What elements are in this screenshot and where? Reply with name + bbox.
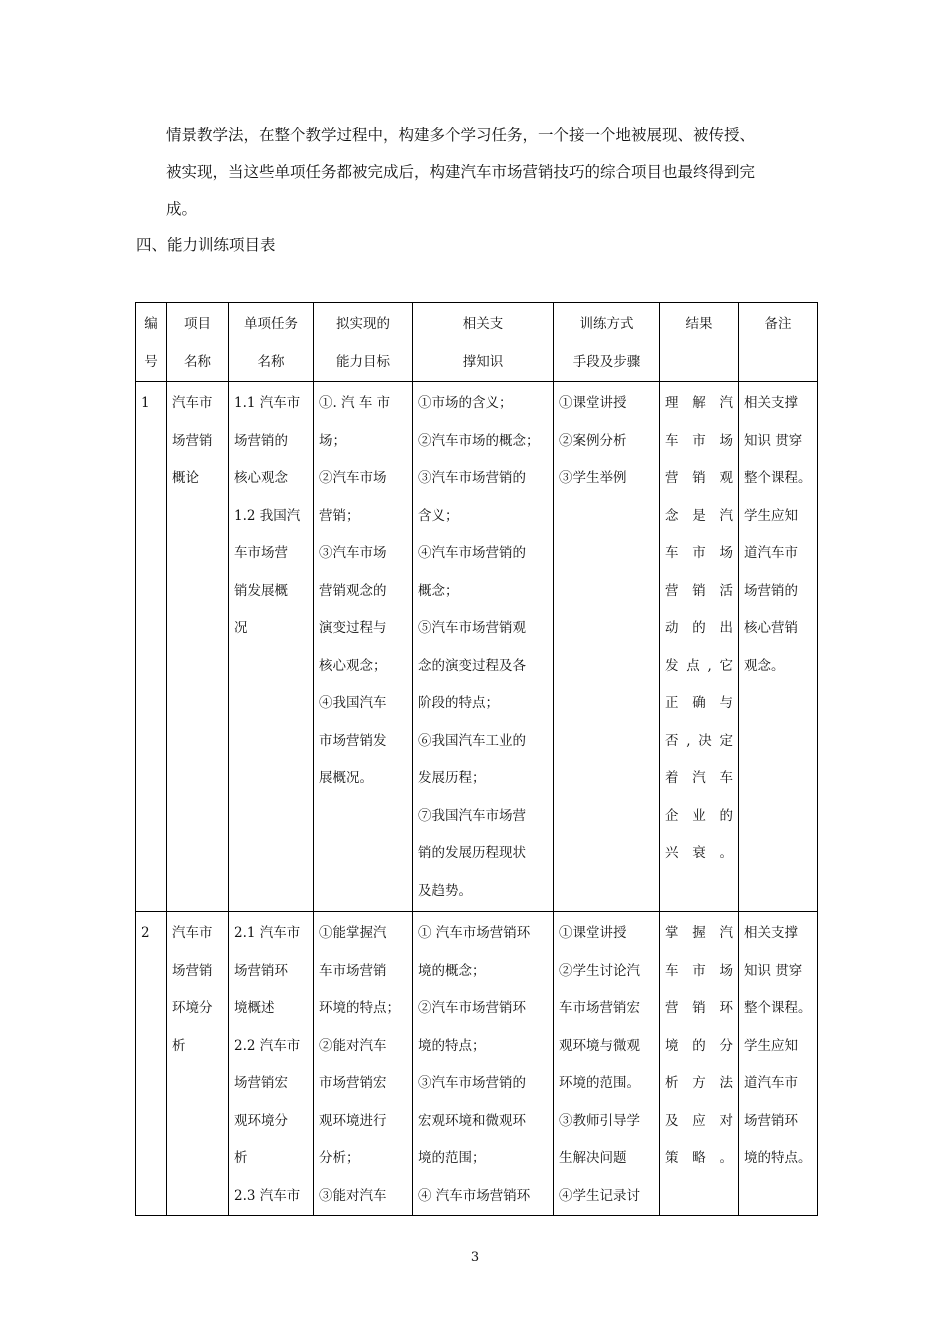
cell-text-line: ①市场的含义；: [418, 395, 513, 411]
cell-text-line: ③汽车市场: [319, 545, 387, 561]
cell-text-line: 展概况。: [319, 770, 373, 786]
cell-text-line: 场营销的: [744, 582, 798, 599]
header-text: 名称: [184, 353, 211, 370]
intro-line-2: 被实现，当这些单项任务都被完成后，构建汽车市场营销技巧的综合项目也最终得到完: [166, 163, 756, 181]
cell-text-line: 汽车市: [172, 925, 213, 941]
cell-text-line: 环境分: [172, 1000, 213, 1016]
cell-text-line: 整个课程。: [744, 470, 812, 486]
cell-text-line: 生解决问题: [559, 1150, 627, 1166]
cell-ability-goal: [314, 912, 413, 1216]
cell-remarks: [739, 382, 818, 912]
cell-text-line: 境的分: [665, 1037, 733, 1054]
cell-knowledge: [413, 382, 554, 912]
cell-text-line: 境的范围；: [418, 1150, 486, 1166]
cell-text-line: ⑤汽车市场营销观: [418, 620, 526, 636]
cell-text-line: 发展历程；: [418, 770, 486, 786]
cell-text-line: 动的出: [665, 620, 733, 636]
cell-text-line: 含义；: [418, 507, 459, 524]
cell-text-line: 演变过程与: [319, 620, 387, 636]
cell-text-line: 核心营销: [744, 620, 798, 636]
cell-text-line: 场营销宏: [234, 1075, 288, 1091]
cell-text-line: ②汽车市场的概念；: [418, 432, 540, 449]
cell-text-line: 知识 贯穿: [744, 432, 803, 449]
table-header-row: [136, 303, 818, 382]
cell-text-line: 场；: [319, 432, 346, 449]
cell-text-line: 2.3 汽车市: [234, 1187, 301, 1204]
cell-text-line: 观念。: [744, 657, 785, 674]
cell-text-line: 场营销环: [234, 962, 288, 979]
cell-number: [136, 382, 167, 912]
cell-text-line: ⑦我国汽车市场营: [418, 807, 526, 824]
header-text: 名称: [257, 353, 285, 370]
cell-text-line: 车市场营销: [319, 962, 387, 979]
header-text: 能力目标: [336, 353, 390, 370]
cell-text-line: ①课堂讲授: [559, 925, 627, 941]
cell-number: [136, 912, 167, 1216]
cell-text-line: 整个课程。: [744, 1000, 812, 1016]
cell-text-line: 汽车市: [172, 395, 213, 411]
header-ability-goal: [314, 303, 413, 382]
cell-ability-goal: [314, 382, 413, 912]
cell-text-line: 环境的范围。: [559, 1075, 640, 1091]
cell-text-line: 况: [234, 620, 248, 636]
cell-text-line: 营销环: [665, 1000, 733, 1016]
cell-text-line: 概念；: [418, 582, 459, 599]
cell-text-line: 阶段的特点；: [418, 695, 499, 711]
cell-text-line: ④我国汽车: [319, 695, 387, 711]
cell-text-line: 市场营销发: [319, 732, 387, 749]
cell-text-line: 车市场: [665, 962, 733, 979]
cell-text-line: 车市场营销宏: [559, 1000, 640, 1016]
cell-text-line: 兴衰。: [665, 845, 733, 861]
cell-text-line: 营销观: [665, 470, 733, 486]
header-project-name: [167, 303, 229, 382]
cell-text-line: 境的特点。: [744, 1150, 812, 1166]
cell-text-line: ①能掌握汽: [319, 925, 387, 941]
cell-text-line: ①. 汽 车 市: [319, 395, 391, 411]
cell-text-line: ④ 汽车市场营销环: [418, 1187, 531, 1204]
cell-text-line: 核心观念；: [319, 657, 387, 674]
cell-text-line: 相关支撑: [744, 395, 798, 411]
cell-text-line: 及趋势。: [418, 882, 472, 899]
header-text: 手段及步骤: [572, 353, 641, 370]
cell-text-line: 境的特点；: [418, 1037, 486, 1054]
header-task-name: [229, 303, 314, 382]
cell-text-line: 掌握汽: [665, 925, 733, 941]
cell-text-line: 场营销的: [234, 432, 288, 449]
cell-text-line: 及应对: [665, 1112, 733, 1129]
intro-line-3: 成。: [166, 200, 198, 218]
cell-text-line: 理解汽: [665, 395, 733, 411]
cell-text-line: 概论: [172, 470, 199, 486]
cell-text-line: 环境的特点；: [319, 1000, 400, 1016]
cell-text-line: ③汽车市场营销的: [418, 1075, 526, 1091]
cell-text-line: 车市场: [665, 545, 733, 561]
cell-text-line: ④学生记录讨: [559, 1187, 640, 1204]
cell-result: [660, 382, 739, 912]
cell-text-line: 车市场: [665, 432, 733, 449]
cell-text-line: 营销活: [665, 582, 733, 599]
cell-text-line: 观环境进行: [319, 1112, 387, 1129]
page-number: 3: [470, 1250, 480, 1265]
cell-task-name: [229, 382, 314, 912]
cell-text-line: 着汽车: [665, 770, 733, 786]
cell-text-line: 念的演变过程及各: [418, 657, 526, 674]
cell-text-line: 观环境分: [234, 1112, 288, 1129]
cell-text-line: ①课堂讲授: [559, 395, 627, 411]
header-text: 单项任务: [244, 316, 298, 332]
cell-text-line: ⑥我国汽车工业的: [418, 732, 526, 749]
cell-text-line: 学生应知: [744, 1037, 798, 1054]
cell-text-line: ④汽车市场营销的: [418, 545, 526, 561]
cell-knowledge: [413, 912, 554, 1216]
cell-project-name: [167, 382, 229, 912]
cell-text-line: 核心观念: [234, 470, 288, 486]
cell-text-line: 析: [234, 1150, 248, 1166]
header-text: 号: [144, 353, 158, 370]
section-heading: 四、能力训练项目表: [136, 236, 276, 254]
header-knowledge: [413, 303, 554, 382]
cell-text-line: 2.1 汽车市: [234, 925, 301, 941]
header-text: 训练方式: [579, 316, 634, 332]
cell-text-line: 观环境与微观: [559, 1037, 640, 1054]
cell-text-line: ②汽车市场: [319, 470, 387, 486]
header-text: 项目: [184, 316, 211, 332]
cell-text-line: 市场营销宏: [319, 1075, 387, 1091]
cell-text-line: 否,决定: [665, 732, 733, 749]
intro-line-1: 情景教学法，在整个教学过程中，构建多个学习任务，一个接一个地被展现、被传授、: [166, 126, 756, 144]
cell-text-line: 策略。: [665, 1150, 733, 1166]
cell-text-line: 场营销环: [744, 1112, 798, 1129]
cell-text-line: ③能对汽车: [319, 1187, 387, 1204]
cell-text-line: 道汽车市: [744, 545, 798, 561]
table-row: [136, 382, 818, 912]
cell-text-line: 1: [141, 395, 150, 411]
table-row: [136, 912, 818, 1216]
cell-text-line: 知识 贯穿: [744, 962, 803, 979]
cell-remarks: [739, 912, 818, 1216]
training-project-table: [135, 302, 818, 1216]
cell-text-line: 正确与: [665, 695, 733, 711]
cell-text-line: ③汽车市场营销的: [418, 470, 526, 486]
header-text: 编: [144, 316, 158, 332]
header-remarks: [739, 303, 818, 382]
cell-text-line: 1.1 汽车市: [234, 395, 301, 411]
cell-text-line: 2.2 汽车市: [234, 1037, 301, 1054]
cell-text-line: 宏观环境和微观环: [418, 1112, 526, 1129]
cell-text-line: 2: [141, 925, 150, 941]
cell-text-line: 销发展概: [234, 582, 288, 599]
cell-task-name: [229, 912, 314, 1216]
header-result: [660, 303, 739, 382]
cell-training-method: [554, 382, 660, 912]
cell-text-line: 念是汽: [665, 507, 733, 524]
cell-project-name: [167, 912, 229, 1216]
cell-text-line: ③教师引导学: [559, 1112, 640, 1129]
cell-text-line: 场营销: [172, 962, 213, 979]
cell-text-line: 学生应知: [744, 507, 798, 524]
cell-text-line: 分析；: [319, 1150, 360, 1166]
cell-text-line: ③学生举例: [559, 470, 627, 486]
cell-text-line: 销的发展历程现状: [418, 845, 526, 861]
header-text: 拟实现的: [336, 316, 390, 332]
cell-text-line: 1.2 我国汽: [234, 507, 301, 524]
cell-text-line: ②能对汽车: [319, 1037, 387, 1054]
cell-training-method: [554, 912, 660, 1216]
cell-text-line: 道汽车市: [744, 1075, 798, 1091]
header-number: [136, 303, 167, 382]
cell-result: [660, 912, 739, 1216]
cell-text-line: ②汽车市场营销环: [418, 1000, 526, 1016]
cell-text-line: 境的概念；: [418, 962, 486, 979]
header-text: 备注: [764, 316, 792, 332]
header-training-method: [554, 303, 660, 382]
cell-text-line: 相关支撑: [744, 925, 798, 941]
cell-text-line: 析方法: [665, 1075, 733, 1091]
cell-text-line: 析: [172, 1037, 186, 1054]
cell-text-line: ②案例分析: [559, 432, 627, 449]
cell-text-line: 境概述: [234, 1000, 275, 1016]
cell-text-line: 营销观念的: [319, 582, 387, 599]
cell-text-line: 企业的: [665, 807, 733, 824]
cell-text-line: 发点,它: [665, 657, 733, 674]
cell-text-line: ②学生讨论汽: [559, 962, 640, 979]
cell-text-line: 场营销: [172, 432, 213, 449]
cell-text-line: ① 汽车市场营销环: [418, 925, 531, 941]
cell-text-line: 车市场营: [234, 545, 288, 561]
cell-text-line: 营销；: [319, 507, 360, 524]
header-text: 结果: [685, 316, 713, 332]
header-text: 撑知识: [462, 353, 504, 370]
header-text: 相关支: [462, 316, 504, 332]
